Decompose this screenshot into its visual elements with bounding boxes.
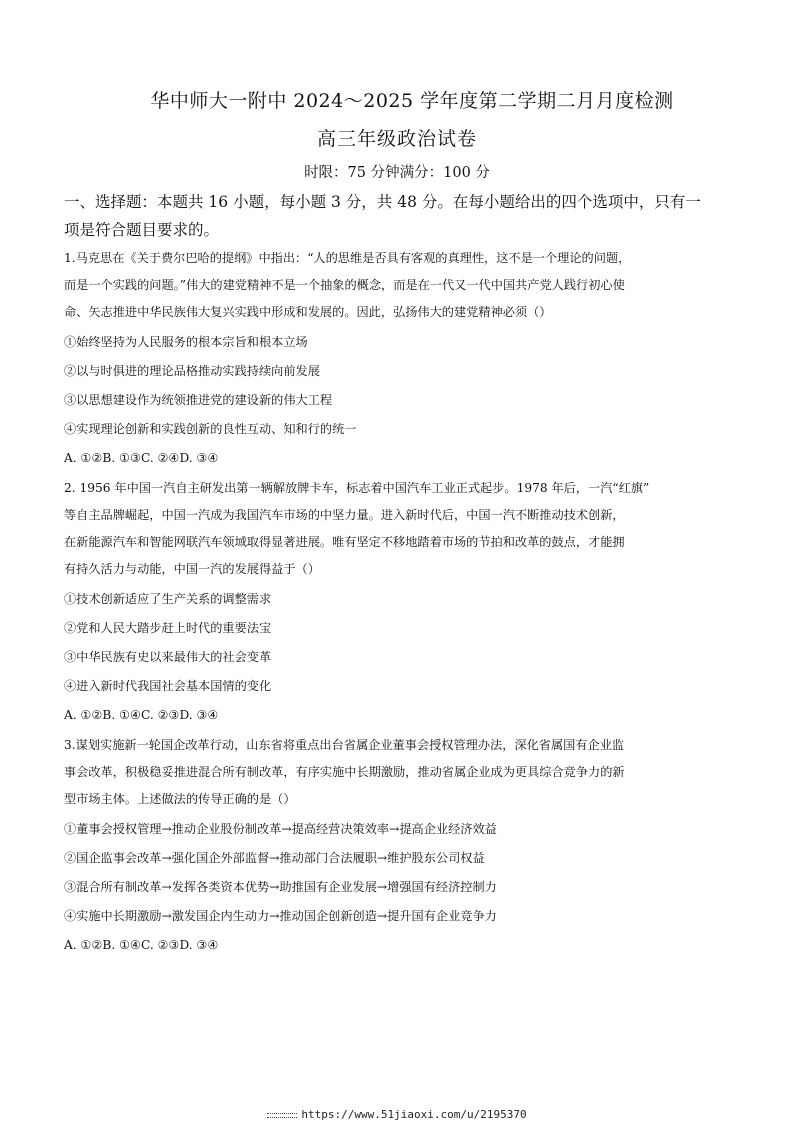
question-option: ④实现理论创新和实践创新的良性互动、知和行的统一 — [64, 422, 357, 436]
section-intro-line: 一、选择题：本题共 16 小题，每小题 3 分，共 48 分。在每小题给出的四个选项中，只有一 — [64, 193, 701, 211]
question-option: ②以与时俱进的理论品格推动实践持续向前发展 — [64, 364, 320, 378]
question-stem-line: 型市场主体。上述做法的传导正确的是（） — [64, 792, 296, 806]
question-option: ①始终坚持为人民服务的根本宗旨和根本立场 — [64, 335, 308, 349]
answer-choices: A. ①②B. ①③C. ②④D. ③④ — [64, 451, 219, 465]
question-stem-line: 在新能源汽车和智能网联汽车领域取得显著进展。唯有坚定不移地踏着市场的节拍和改革的鼓点，才能拥 — [64, 535, 625, 549]
question-stem-line: 有持久活力与动能，中国一汽的发展得益于（） — [64, 562, 320, 576]
question-1 — [64, 245, 694, 473]
question-option: ④进入新时代我国社会基本国情的变化 — [64, 679, 272, 693]
question-stem-line: 1.马克思在《关于费尔巴哈的提纲》中指出：“人的思维是否具有客观的真理性，这不是一个理论的问题， — [64, 251, 631, 265]
question-option: ②党和人民大踏步赶上时代的重要法宝 — [64, 621, 272, 635]
question-stem-line: 命、矢志推进中华民族伟大复兴实践中形成和发展的。因此，弘扬伟大的建党精神必须（） — [64, 305, 552, 319]
footer-watermark — [0, 1108, 794, 1121]
footer-link[interactable]: https://www.51jiaoxi.com/u/2195370 — [301, 1108, 527, 1121]
question-2 — [64, 475, 694, 730]
question-option: ③中华民族有史以来最伟大的社会变革 — [64, 650, 272, 664]
question-option: ③混合所有制改革→发挥各类资本优势→助推国有企业发展→增强国有经济控制力 — [64, 880, 497, 894]
question-option: ②国企监事会改革→强化国企外部监督→推动部门合法履职→维护股东公司权益 — [64, 851, 485, 865]
question-option: ④实施中长期激励→激发国企内生动力→推动国企创新创造→提升国有企业竞争力 — [64, 909, 497, 923]
question-option: ①技术创新适应了生产关系的调整需求 — [64, 592, 272, 606]
question-3 — [64, 732, 694, 960]
question-option: ③以思想建设作为统领推进党的建设新的伟大工程 — [64, 393, 333, 407]
answer-choices: A. ①②B. ①④C. ②③D. ③④ — [64, 708, 219, 722]
exam-title: 华中师大一附中 2024～2025 学年度第二学期二月月度检测 — [150, 90, 674, 112]
questions-list — [64, 245, 694, 962]
answer-choices: A. ①②B. ①④C. ②③D. ③④ — [64, 938, 219, 952]
section-intro — [64, 188, 744, 244]
question-stem-line: 等自主品牌崛起，中国一汽成为我国汽车市场的中坚力量。进入新时代后，中国一汽不断推动技术创新， — [64, 508, 625, 522]
time-limit: 时限：75 分钟满分：100 分 — [304, 165, 490, 181]
section-intro-line: 项是符合题目要求的。 — [64, 221, 220, 239]
exam-subtitle: 高三年级政治试卷 — [316, 128, 477, 150]
question-stem-line: 事会改革，积极稳妥推进混合所有制改革，有序实施中长期激励，推动省属企业成为更具综合竞争力的新 — [64, 765, 625, 779]
question-option: ①董事会授权管理→推动企业股份制改革→提高经营决策效率→提高企业经济效益 — [64, 822, 497, 836]
footer-decoration — [267, 1113, 297, 1118]
question-stem-line: 2. 1956 年中国一汽自主研发出第一辆解放牌卡车，标志着中国汽车工业正式起步。1978 年后，一汽“红旗” — [64, 481, 650, 495]
question-stem-line: 3.谋划实施新一轮国企改革行动，山东省将重点出台省属企业董事会授权管理办法，深化省属国有企业监 — [64, 738, 625, 752]
question-stem-line: 而是一个实践的问题。”伟大的建党精神不是一个抽象的概念，而是在一代又一代中国共产党人践行初心使 — [64, 278, 625, 292]
